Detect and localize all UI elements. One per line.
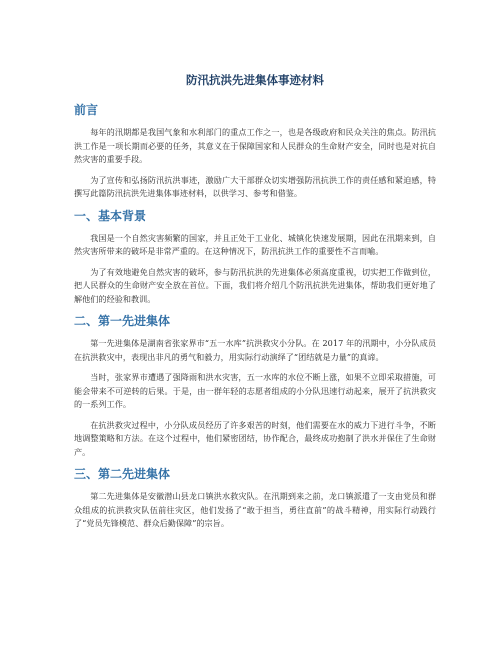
paragraph: 为了宣传和弘扬防汛抗洪事迹，激励广大干部群众切实增强防汛抗洪工作的责任感和紧迫感，特撰写此篇防汛抗洪先进集体事迹材料，以供学习、参考和借鉴。 — [74, 174, 436, 198]
section-second-collective — [74, 466, 436, 531]
section-first-collective — [74, 313, 436, 459]
paragraph: 第一先进集体是湖南省张家界市“五一水库”抗洪救灾小分队。在 2017 年的汛期中，小分队成员在抗洪救灾中，表现出非凡的勇气和毅力，用实际行动演绎了“团结就是力量”的真谛。 — [74, 338, 436, 362]
section-background — [74, 208, 436, 307]
paragraph: 我国是一个自然灾害频繁的国家，并且正处于工业化、城镇化快速发展期，因此在汛期来到，自然灾害所带来的破坏是非常严重的。在这种情况下，防汛抗洪工作的重要性不言而喻。 — [74, 232, 436, 256]
paragraph: 在抗洪救灾过程中，小分队成员经历了许多艰苦的时刻，他们需要在水的威力下进行斗争，不断地调整策略和方法。在这个过程中，他们紧密团结，协作配合，最终成功抱制了洪水并保住了生命财产。 — [74, 419, 436, 457]
document-title: 防汛抗洪先进集体事迹材料 — [186, 73, 324, 87]
document-page — [74, 72, 436, 538]
paragraph: 每年的汛期都是我国气象和水利部门的重点工作之一，也是各级政府和民众关注的焦点。防汛抗洪工作是一项长期而必要的任务，其意义在于保障国家和人民群众的生命财产安全，同时也是对抗自然灾害的重要手段。 — [74, 127, 436, 164]
section-heading: 三、第二先进集体 — [74, 467, 171, 481]
paragraph: 第二先进集体是安徽潜山县龙口镇洪水救灾队。在汛期到来之前，龙口镇派遣了一支由党员和群众组成的抗洪救灾队伍前往灾区，他们发扬了“敢于担当，勇往直前”的战斗精神，用实际行动践行了“党员先锋模范、群众后勤保障”的宗旨。 — [74, 491, 436, 528]
section-heading: 一、基本背景 — [74, 208, 147, 223]
paragraph: 当时，张家界市遭遇了强降雨和洪水灾害，五一水库的水位不断上涨，如果不立即采取措施，可能会带来不可逆转的后果。于是，由一群年轻的志愿者组成的小分队迅速行动起来，展开了抗洪救灾的一系列工作。 — [74, 372, 436, 409]
section-heading: 二、第一先进集体 — [74, 314, 171, 328]
paragraph: 为了有效地避免自然灾害的破坏，参与防汛抗洪的先进集体必须高度重视，切实把工作做到位，把人民群众的生命财产安全放在首位。下面，我们将介绍几个防汛抗洪先进集体，帮助我们更好地了解他们的经验和教训。 — [74, 266, 436, 304]
section-heading: 前言 — [74, 103, 99, 117]
section-preface — [74, 102, 436, 201]
